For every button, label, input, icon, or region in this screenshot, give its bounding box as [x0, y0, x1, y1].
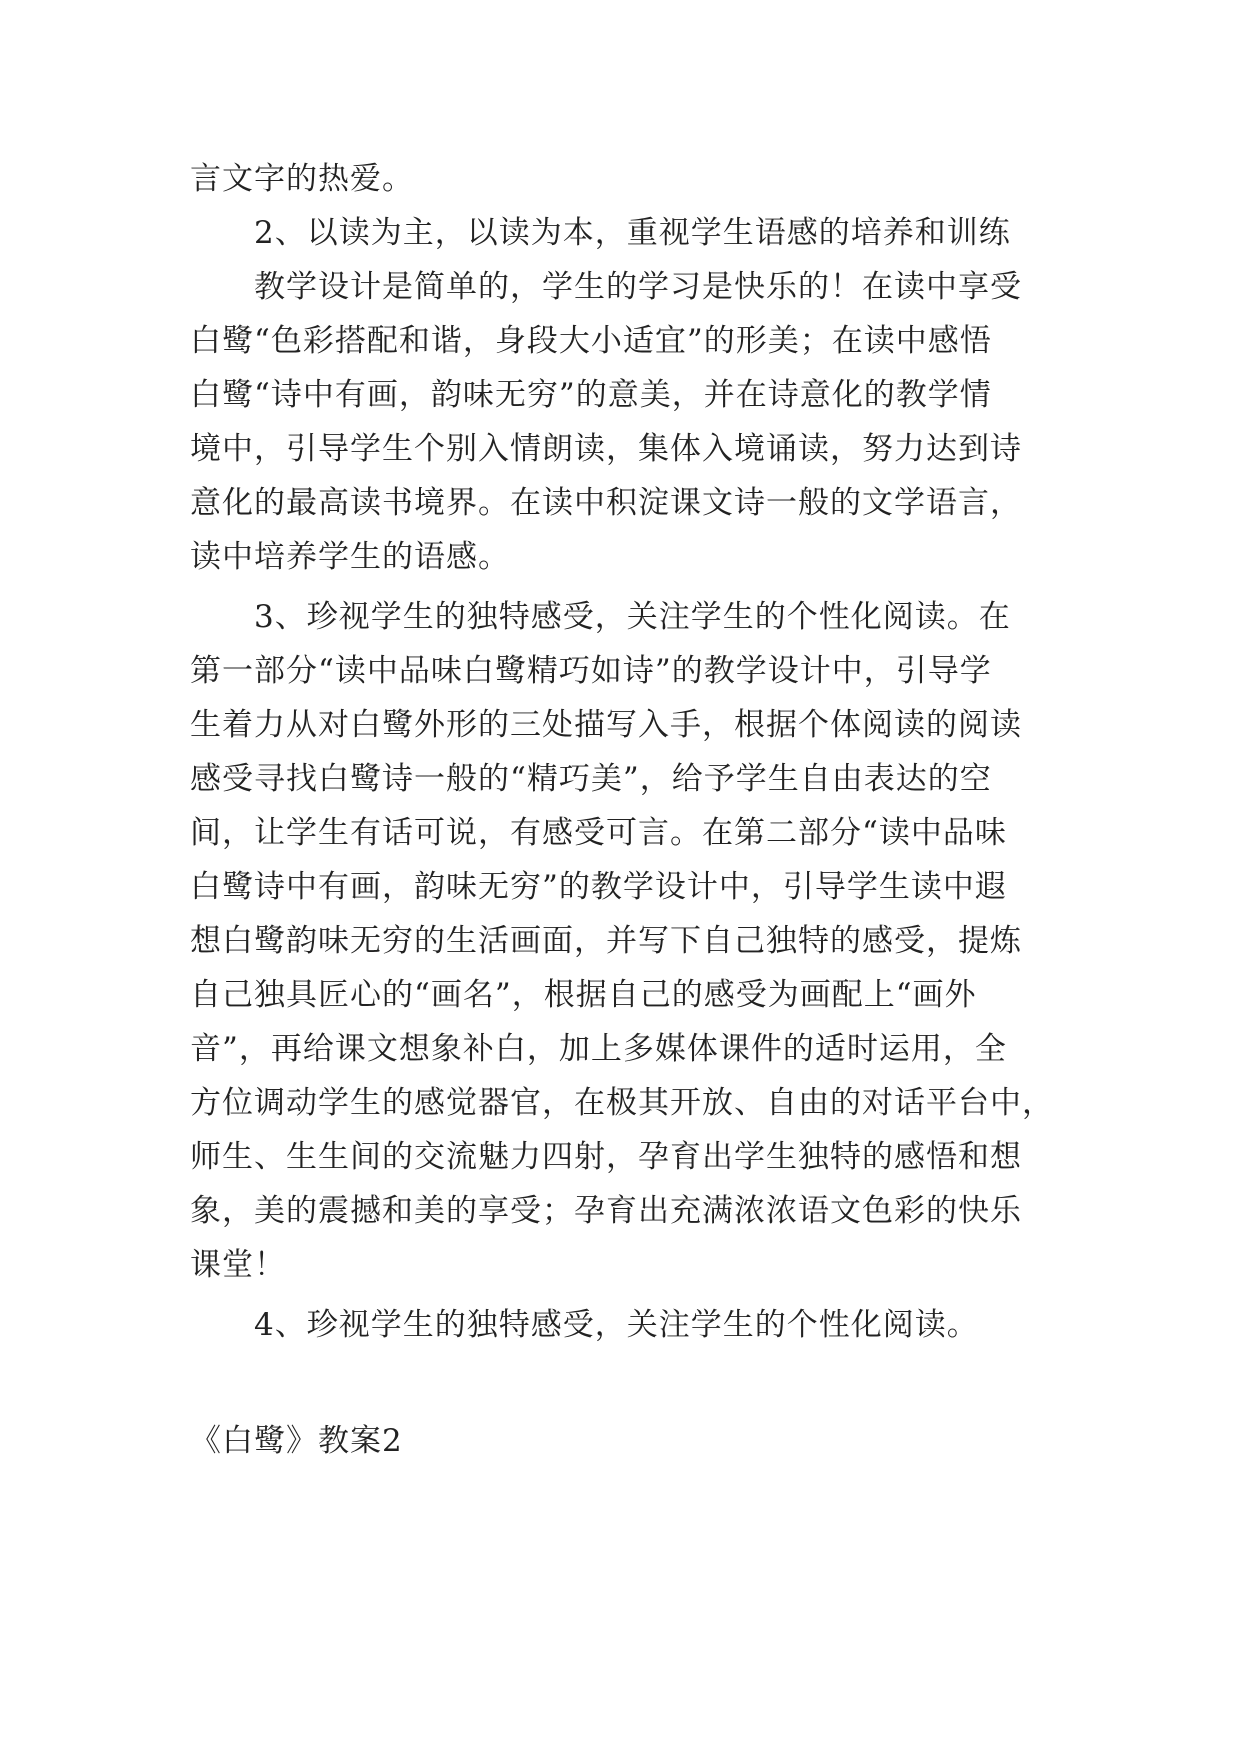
- text-line: 课堂！: [190, 1247, 286, 1283]
- text-line: 音”，再给课文想象补白，加上多媒体课件的适时运用，全: [190, 1031, 1007, 1067]
- section-title: 《白鹭》教案2: [190, 1423, 403, 1459]
- text-line: 第一部分“读中品味白鹭精巧如诗”的教学设计中，引导学: [190, 653, 992, 689]
- text-line: 意化的最高读书境界。在读中积淀课文诗一般的文学语言，: [190, 485, 1022, 521]
- text-line: 间，让学生有话可说，有感受可言。在第二部分“读中品味: [190, 815, 1007, 851]
- text-line: 方位调动学生的感觉器官，在极其开放、自由的对话平台中，: [190, 1085, 1054, 1121]
- text-line: 白鹭诗中有画，韵味无穷”的教学设计中，引导学生读中遐: [190, 869, 1007, 905]
- text-line: 4、珍视学生的独特感受，关注学生的个性化阅读。: [190, 1307, 979, 1343]
- text-line: 教学设计是简单的，学生的学习是快乐的！在读中享受: [190, 269, 1022, 305]
- section-spacer: [190, 1352, 1050, 1414]
- text-line: 境中，引导学生个别入情朗读，集体入境诵读，努力达到诗: [190, 431, 1022, 467]
- text-line: 白鹭“色彩搭配和谐，身段大小适宜”的形美；在读中感悟: [190, 323, 992, 359]
- text-line: 感受寻找白鹭诗一般的“精巧美”，给予学生自由表达的空: [190, 761, 992, 797]
- text-line: 象，美的震撼和美的享受；孕育出充满浓浓语文色彩的快乐: [190, 1193, 1022, 1229]
- text-line: 生着力从对白鹭外形的三处描写入手，根据个体阅读的阅读: [190, 707, 1022, 743]
- text-line: 白鹭“诗中有画，韵味无穷”的意美，并在诗意化的教学情: [190, 377, 992, 413]
- text-line: 想白鹭韵味无穷的生活画面，并写下自己独特的感受，提炼: [190, 923, 1022, 959]
- text-line: 师生、生生间的交流魅力四射，孕育出学生独特的感悟和想: [190, 1139, 1022, 1175]
- text-line: 自己独具匠心的“画名”，根据自己的感受为画配上“画外: [190, 977, 977, 1013]
- text-line: 读中培养学生的语感。: [190, 539, 510, 575]
- text-line: 言文字的热爱。: [190, 161, 414, 197]
- text-line: 2、以读为主，以读为本，重视学生语感的培养和训练: [190, 215, 1011, 251]
- text-line: 3、珍视学生的独特感受，关注学生的个性化阅读。在: [190, 599, 1011, 635]
- document-body: [190, 152, 1054, 1468]
